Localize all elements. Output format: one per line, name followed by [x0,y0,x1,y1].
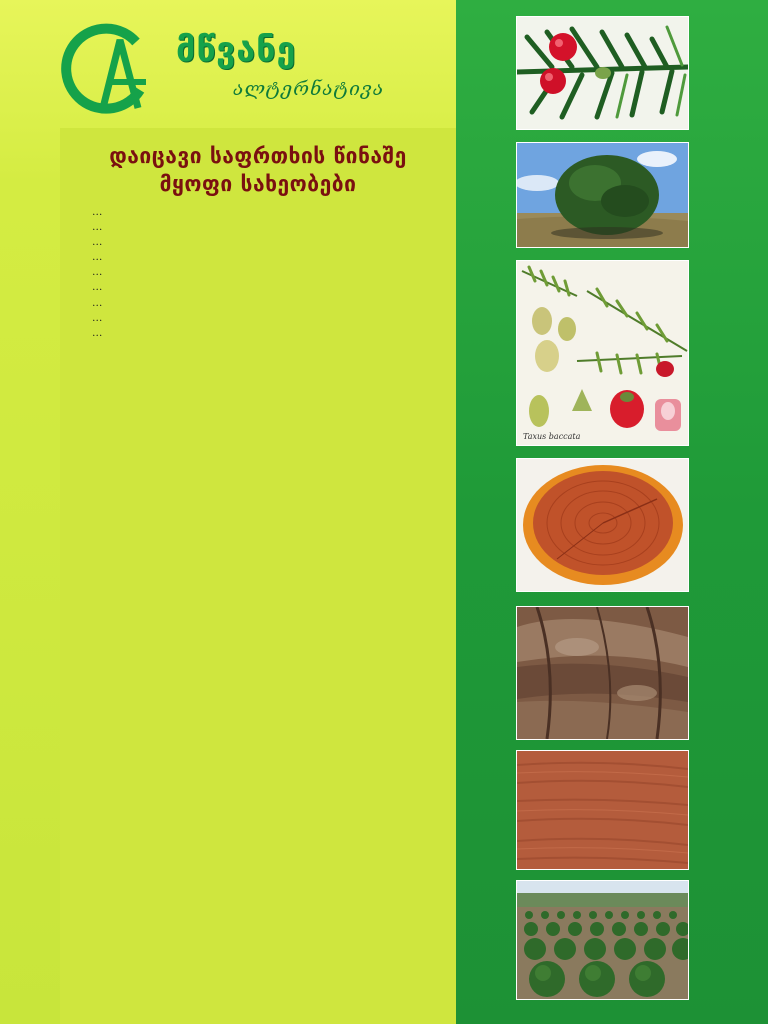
article-paragraph: … [92,236,103,249]
logo [58,20,438,120]
article-paragraph: … [92,221,103,234]
article-paragraph: … [92,296,103,309]
botanical-caption: Taxus baccata [523,432,581,441]
logo-emblem-icon [58,20,168,120]
logo-name: მწვანე [176,30,297,70]
yew-botanical-illustration [516,260,689,446]
article-title: დაიცავი საფრთხის წინაშე მყოფი სახეობები [109,144,407,196]
article-body [78,205,440,341]
article-paragraph: … [92,281,103,294]
yew-berries-photo [516,16,689,130]
article-paragraph: … [92,206,103,218]
yew-wood-cross-section-photo [516,458,689,592]
yew-bark-photo [516,606,689,740]
yew-nursery-photo [516,880,689,1000]
article-paragraph: … [92,326,103,339]
logo-subtitle: ალტერნატივა [233,78,385,100]
article-paragraph: … [92,311,103,324]
article-paragraph: … [92,251,103,264]
yew-wood-grain-photo [516,750,689,870]
article-paragraph: … [92,266,103,279]
yew-tree-photo [516,142,689,248]
